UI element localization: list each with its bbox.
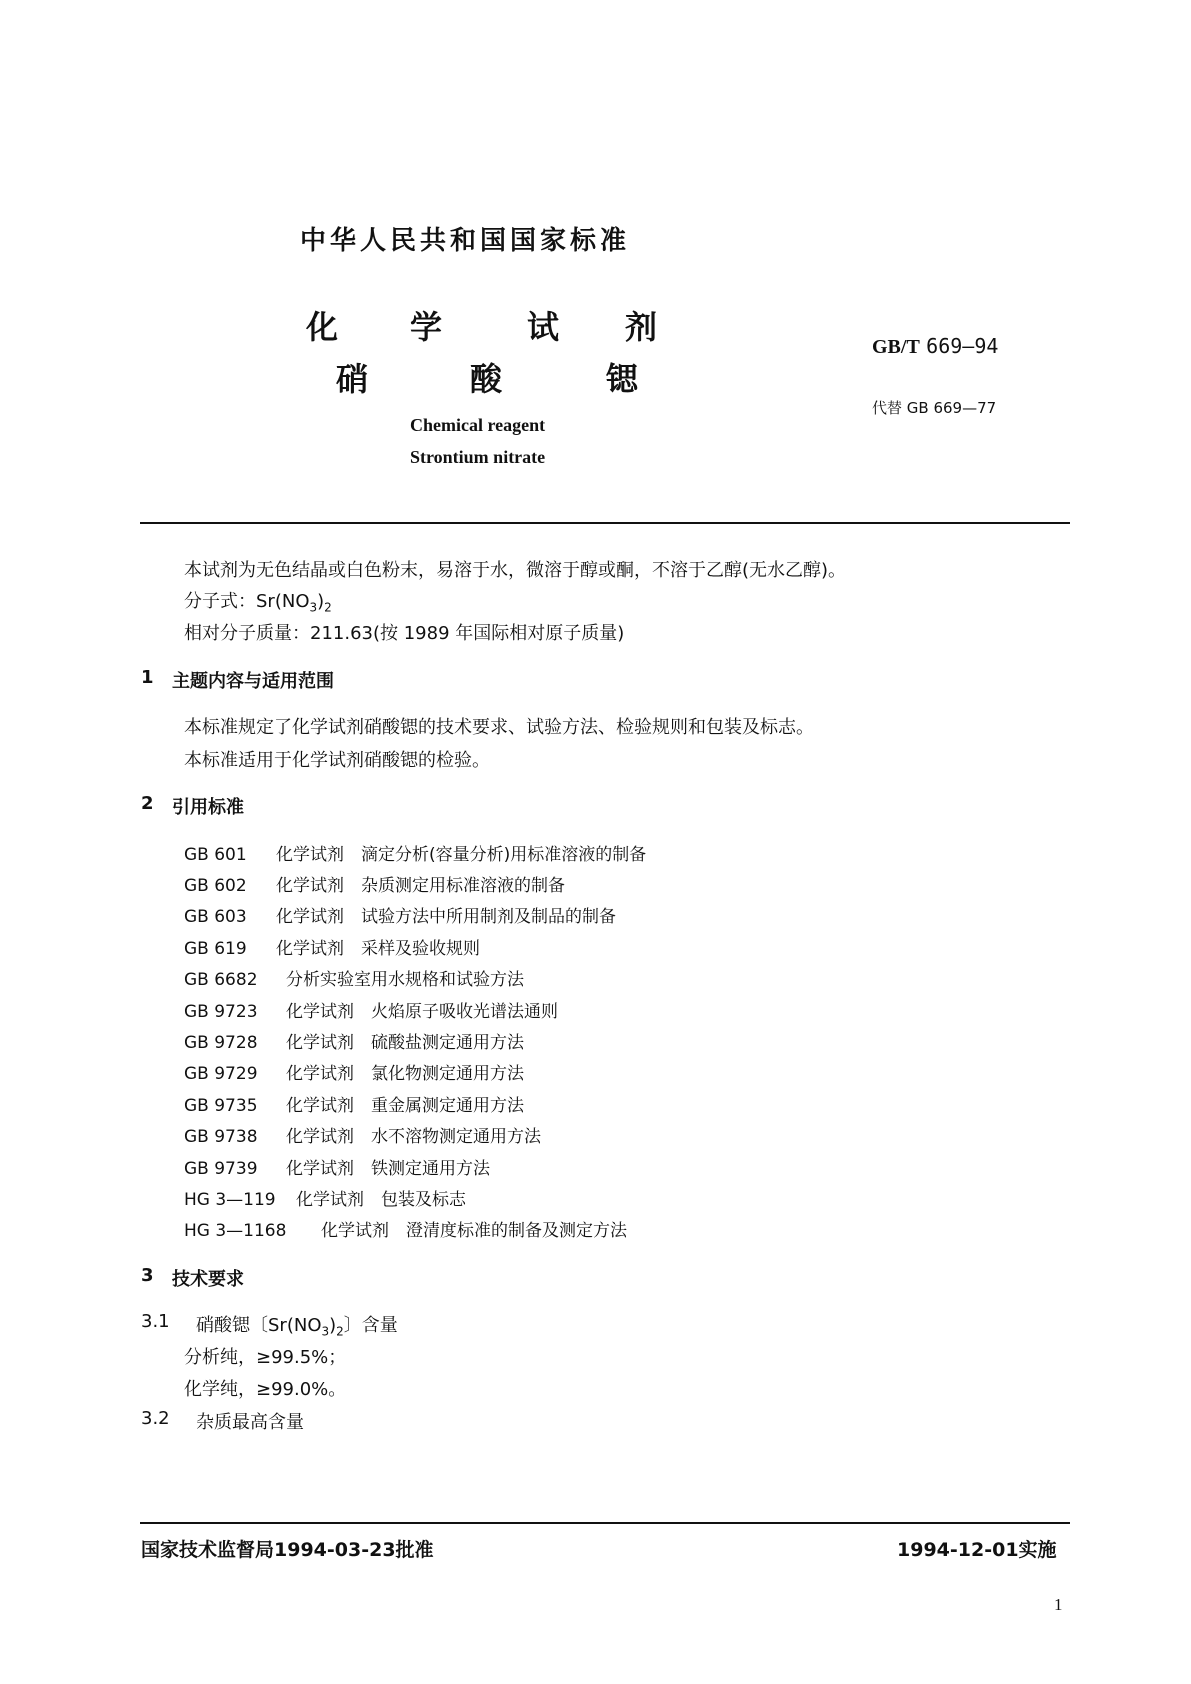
subsection-title-part: ) xyxy=(329,1315,337,1336)
ref-code: HG 3—119 xyxy=(184,1190,276,1210)
ref-code: GB 9739 xyxy=(184,1159,258,1179)
reference-item xyxy=(184,1154,490,1179)
ref-code: GB 602 xyxy=(184,876,247,896)
subsection-title-part: 〕含量 xyxy=(343,1315,398,1336)
ref-code: GB 9738 xyxy=(184,1127,258,1147)
standard-code xyxy=(872,334,998,359)
ref-text: 化学试剂 铁测定通用方法 xyxy=(286,1159,490,1179)
title-char: 化 xyxy=(306,308,339,346)
ref-text: 化学试剂 水不溶物测定通用方法 xyxy=(286,1127,541,1147)
implementation-date: 1994-12-01实施 xyxy=(897,1539,1057,1561)
section-number: 1 xyxy=(141,667,154,688)
section-title: 主题内容与适用范围 xyxy=(172,671,334,692)
reference-item xyxy=(184,1216,627,1241)
title-char: 锶 xyxy=(606,360,639,398)
ref-text: 化学试剂 重金属测定通用方法 xyxy=(286,1096,524,1116)
ref-text: 分析实验室用水规格和试验方法 xyxy=(286,970,524,990)
ref-text: 化学试剂 滴定分析(容量分析)用标准溶液的制备 xyxy=(276,845,647,865)
title-char: 学 xyxy=(410,308,443,346)
ref-code: GB 603 xyxy=(184,907,247,927)
subsection-number: 3.2 xyxy=(141,1408,170,1429)
code-number: 669—94 xyxy=(926,334,999,358)
molar-mass: 相对分子质量：211.63(按 1989 年国际相对原子质量) xyxy=(184,623,625,644)
paragraph: 本标准适用于化学试剂硝酸锶的检验。 xyxy=(184,750,490,771)
title-char: 硝 xyxy=(336,360,369,398)
section-number: 3 xyxy=(141,1265,154,1286)
ref-code: GB 9723 xyxy=(184,1002,258,1022)
section-number: 2 xyxy=(141,793,154,814)
ref-code: HG 3—1168 xyxy=(184,1221,287,1241)
replaces-note: 代替 GB 669—77 xyxy=(872,399,997,417)
ref-code: GB 9735 xyxy=(184,1096,258,1116)
formula xyxy=(184,587,332,615)
subsection-number: 3.1 xyxy=(141,1311,170,1332)
ref-text: 化学试剂 包装及标志 xyxy=(296,1190,466,1210)
subsection-title: 杂质最高含量 xyxy=(196,1412,304,1433)
title-char: 剂 xyxy=(625,308,658,346)
ref-text: 化学试剂 硫酸盐测定通用方法 xyxy=(286,1033,524,1053)
reference-item xyxy=(184,840,646,865)
reference-item xyxy=(184,1122,541,1147)
reference-item xyxy=(184,997,558,1022)
ref-text: 化学试剂 杂质测定用标准溶液的制备 xyxy=(276,876,565,896)
subsection-title-part: 硝酸锶〔Sr(NO xyxy=(196,1315,322,1336)
purity-grade: 化学纯，≥99.0%。 xyxy=(184,1379,347,1400)
reference-item xyxy=(184,965,524,990)
reference-item xyxy=(184,871,565,896)
title-char: 试 xyxy=(527,308,560,346)
ref-text: 化学试剂 澄清度标准的制备及测定方法 xyxy=(321,1221,627,1241)
reference-item xyxy=(184,934,480,959)
footer-divider xyxy=(140,1522,1070,1524)
formula-sub: 3 xyxy=(321,1324,330,1339)
section-title: 引用标准 xyxy=(172,797,244,818)
formula-sub: 2 xyxy=(324,600,332,615)
header-divider xyxy=(140,522,1070,524)
standard-title: 中华人民共和国国家标准 xyxy=(300,226,631,256)
formula-label: 分子式：Sr(NO xyxy=(184,591,310,612)
description: 本试剂为无色结晶或白色粉末，易溶于水，微溶于醇或酮，不溶于乙醇(无水乙醇)。 xyxy=(184,560,847,581)
page-number: 1 xyxy=(1054,1595,1063,1614)
reference-item xyxy=(184,1185,466,1210)
ref-code: GB 6682 xyxy=(184,970,258,990)
formula-mid: ) xyxy=(317,591,325,612)
ref-text: 化学试剂 试验方法中所用制剂及制品的制备 xyxy=(276,907,616,927)
ref-text: 化学试剂 采样及验收规则 xyxy=(276,939,480,959)
section-title: 技术要求 xyxy=(172,1269,244,1290)
formula-sub: 3 xyxy=(309,600,318,615)
subsection-title xyxy=(196,1311,398,1339)
ref-code: GB 601 xyxy=(184,845,247,865)
reference-item xyxy=(184,1091,524,1116)
approval-date: 国家技术监督局1994-03-23批准 xyxy=(141,1539,434,1561)
reference-item xyxy=(184,902,616,927)
english-title-line2: Strontium nitrate xyxy=(410,447,546,467)
formula-sub: 2 xyxy=(336,1324,344,1339)
code-prefix: GB/T xyxy=(872,336,920,358)
paragraph: 本标准规定了化学试剂硝酸锶的技术要求、试验方法、检验规则和包装及标志。 xyxy=(184,717,814,738)
reference-item xyxy=(184,1059,524,1084)
reference-item xyxy=(184,1028,524,1053)
ref-text: 化学试剂 氯化物测定通用方法 xyxy=(286,1064,524,1084)
title-char: 酸 xyxy=(470,360,503,398)
english-title-line1: Chemical reagent xyxy=(410,415,546,435)
ref-code: GB 9728 xyxy=(184,1033,258,1053)
ref-code: GB 9729 xyxy=(184,1064,258,1084)
purity-grade: 分析纯，≥99.5%； xyxy=(184,1347,347,1368)
ref-text: 化学试剂 火焰原子吸收光谱法通则 xyxy=(286,1002,558,1022)
ref-code: GB 619 xyxy=(184,939,247,959)
